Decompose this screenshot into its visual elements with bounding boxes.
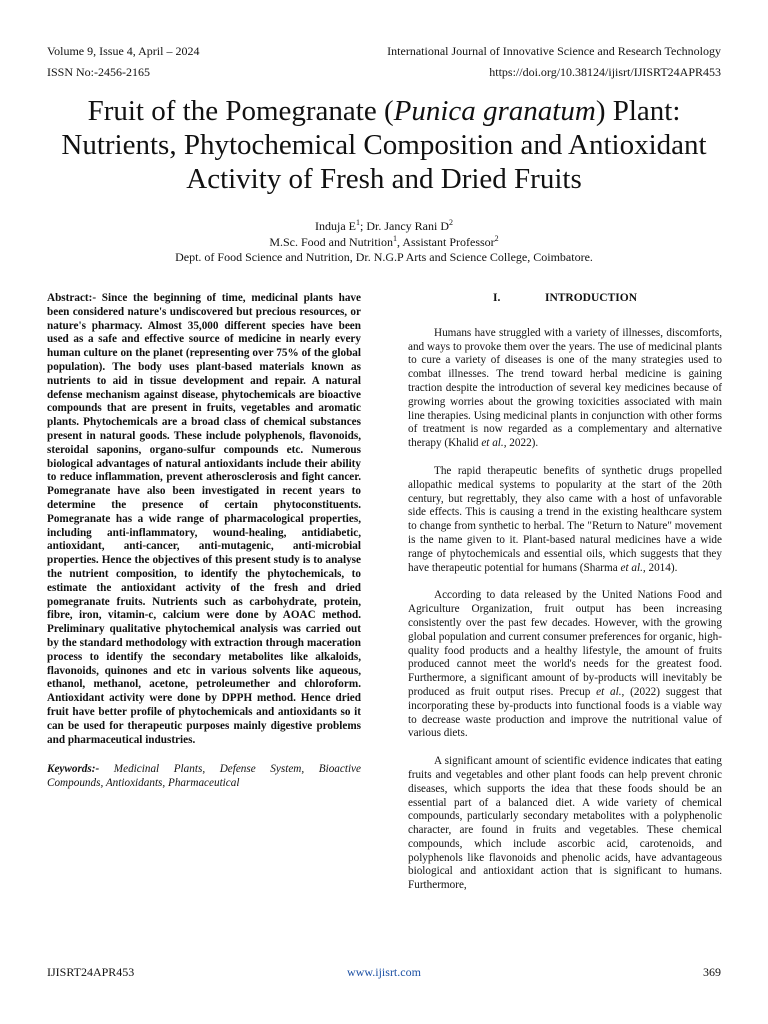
intro-p1-text: Humans have struggled with a variety of illnesses, discomforts, and ways to provoke them over the years. The use of medicinal plants to cure a variety of diseases is one of the many strategies used to combat illnesses. The trend toward herbal medicine is gaining traction despite the introduction of several key medicines because of growing worries about the growing toxicities associated with main line therapies. Using medicinal plants in conjunction with other forms of treatment is now regarded as a complementary and alternative therapy (Khalid [408, 326, 722, 450]
author-block [40, 219, 728, 266]
intro-paragraph-3 [408, 589, 722, 741]
journal-name: International Journal of Innovative Science and Research Technology [387, 44, 721, 58]
intro-p2-year: 2014). [645, 561, 678, 574]
title-species: Punica granatum [393, 95, 596, 127]
section-heading-introduction [408, 292, 722, 306]
right-column [408, 292, 722, 907]
doi-link[interactable]: https://doi.org/10.38124/ijisrt/IJISRT24APR453 [489, 65, 721, 79]
author-roles [40, 235, 728, 251]
keywords [47, 763, 361, 791]
intro-p3-rest: (2022) suggest that incorporating these by-products into functional foods is a viable way to decrease waste production and improve the nutritional value of various diets. [408, 685, 722, 740]
author-1-sup: 1 [356, 218, 360, 227]
volume-info: Volume 9, Issue 4, April – 2024 [47, 44, 200, 58]
intro-paragraph-1 [408, 327, 722, 451]
author-2-sup: 2 [449, 218, 453, 227]
keywords-list: Medicinal Plants, Defense System, Bioactive Compounds, Antioxidants, Pharmaceutical [47, 763, 361, 790]
intro-paragraph-2 [408, 465, 722, 575]
title-part2: ) Plant: Nutrients, Phytochemical Composition and Antioxidant Activity of Fresh and Dried Fruits [61, 95, 707, 195]
keywords-label: Keywords:- [47, 763, 100, 776]
author-affiliation: Dept. of Food Science and Nutrition, Dr. N.G.P Arts and Science College, Coimbatore. [175, 250, 593, 264]
intro-p1-year: 2022). [506, 437, 539, 450]
footer-website-link[interactable]: www.ijisrt.com [347, 965, 421, 979]
role-1: M.Sc. Food and Nutrition [269, 234, 393, 249]
intro-p2-etal: et al., [620, 561, 646, 574]
intro-p2-text: The rapid therapeutic benefits of synthetic drugs propelled allopathic medical systems to popularity at the start of the 20th century, but regrettably, they also came with a host of unfavorable side effects. This is causing a trend in the existing healthcare system to change from synthetic to herbal. The "Return to Nature" movement is the name given to it. Plant-based natural medicines have a wide range of phytochemicals and essential oils, which suggests that they have therapeutic potential for humans (Sharma [408, 464, 722, 574]
intro-p3-etal: et al., [596, 685, 625, 698]
title-part1: Fruit of the Pomegranate ( [87, 95, 394, 127]
section-title: INTRODUCTION [544, 292, 637, 304]
intro-p1-etal: et al., [481, 437, 507, 450]
author-names [40, 219, 728, 235]
paper-title [40, 94, 728, 196]
section-number: I. [492, 292, 501, 304]
intro-paragraph-4: A significant amount of scientific evidence indicates that eating fruits and vegetables and other plant foods can help prevent chronic diseases, which supports the idea that these foods should be an essential part of a balanced diet. A wide variety of chemical compounds, particularly secondary metabolites with a polyphenolic character, are found in fruits and vegetables. These chemical compounds, which include ascorbic acid, carotenoids, and polyphenols like flavonoids and phenolic acids, have advantageous biological and antioxidant action that is significant to humans. Furthermore, [408, 755, 722, 892]
left-column [47, 292, 361, 791]
role-1-sup: 1 [393, 233, 397, 243]
intro-p3-text: According to data released by the United Nations Food and Agriculture Organization, fruit output has been increasing consistently over the past few decades. However, with the growing global population and current consumer preferences for organic, high-quality food products and a healthy lifestyle, the amount of fruits produced cannot meet the world's needs for the greatest food. Furthermore, a significant amount of by-products will inevitably be produced as fruit output rises. Precup [408, 589, 722, 698]
author-2: ; Dr. Jancy Rani D [360, 219, 449, 233]
author-1: Induja E [315, 219, 356, 233]
role-2: , Assistant Professor [397, 234, 495, 249]
abstract: Abstract:- Since the beginning of time, medicinal plants have been considered nature's undiscovered but precious resources, or nature's pharmacy. Almost 35,000 different species have been used as a safe and effective source of medicine in nearly every human culture on the planet (representing over 75% of the global population). The body uses plant-based materials known as nutrients to aid in tissue development and repair. A natural defense mechanism against disease, phytochemicals are bioactive compounds that are present in fruits, vegetables and aromatic plants. Phytochemicals are a broad class of chemical substances present in natural goods. These include polyphenols, flavonoids, steroidal saponins, organo-sulfur compounds etc. Numerous biological advantages of natural antioxidants include their ability to reduce inflammation, prevent atherosclerosis and fight cancer. Pomegranate have also been investigated in recent years to determine the presence of certain phytoconstituents. Pomegranate has a wide range of pharmacological properties, including anti-inflammatory, wound-healing, antidiabetic, antioxidant, anti-cancer, anti-mutagenic, anti-microbial properties. Hence the objectives of this present study is to analyse the nutrient composition, to identify the phytochemicals, to estimate the antioxidant activity of the fresh and dried pomegranate fruits. Nutrients such as carbohydrate, protein, fibre, iron, vitamin-c, calcium were done by AOAC method. Preliminary qualitative phytochemical analysis was carried out by the standard methodology with extraction through maceration process to identify the secondary metabolites like alkaloids, flavonoids, quinones and etc in various solvents like aqueous, ethanol, methanol, acetone, petroleumether and chloroform. Antioxidant activity were done by DPPH method. Hence dried fruit have better profile of phytochemicals and antioxidants so it can be used for therapeutic purposes mainly digestive problems and pharmaceutical industries. [47, 292, 361, 746]
role-2-sup: 2 [494, 233, 499, 243]
issn: ISSN No:-2456-2165 [47, 65, 151, 79]
footer-article-code: IJISRT24APR453 [47, 965, 135, 979]
page-number: 369 [703, 965, 721, 979]
